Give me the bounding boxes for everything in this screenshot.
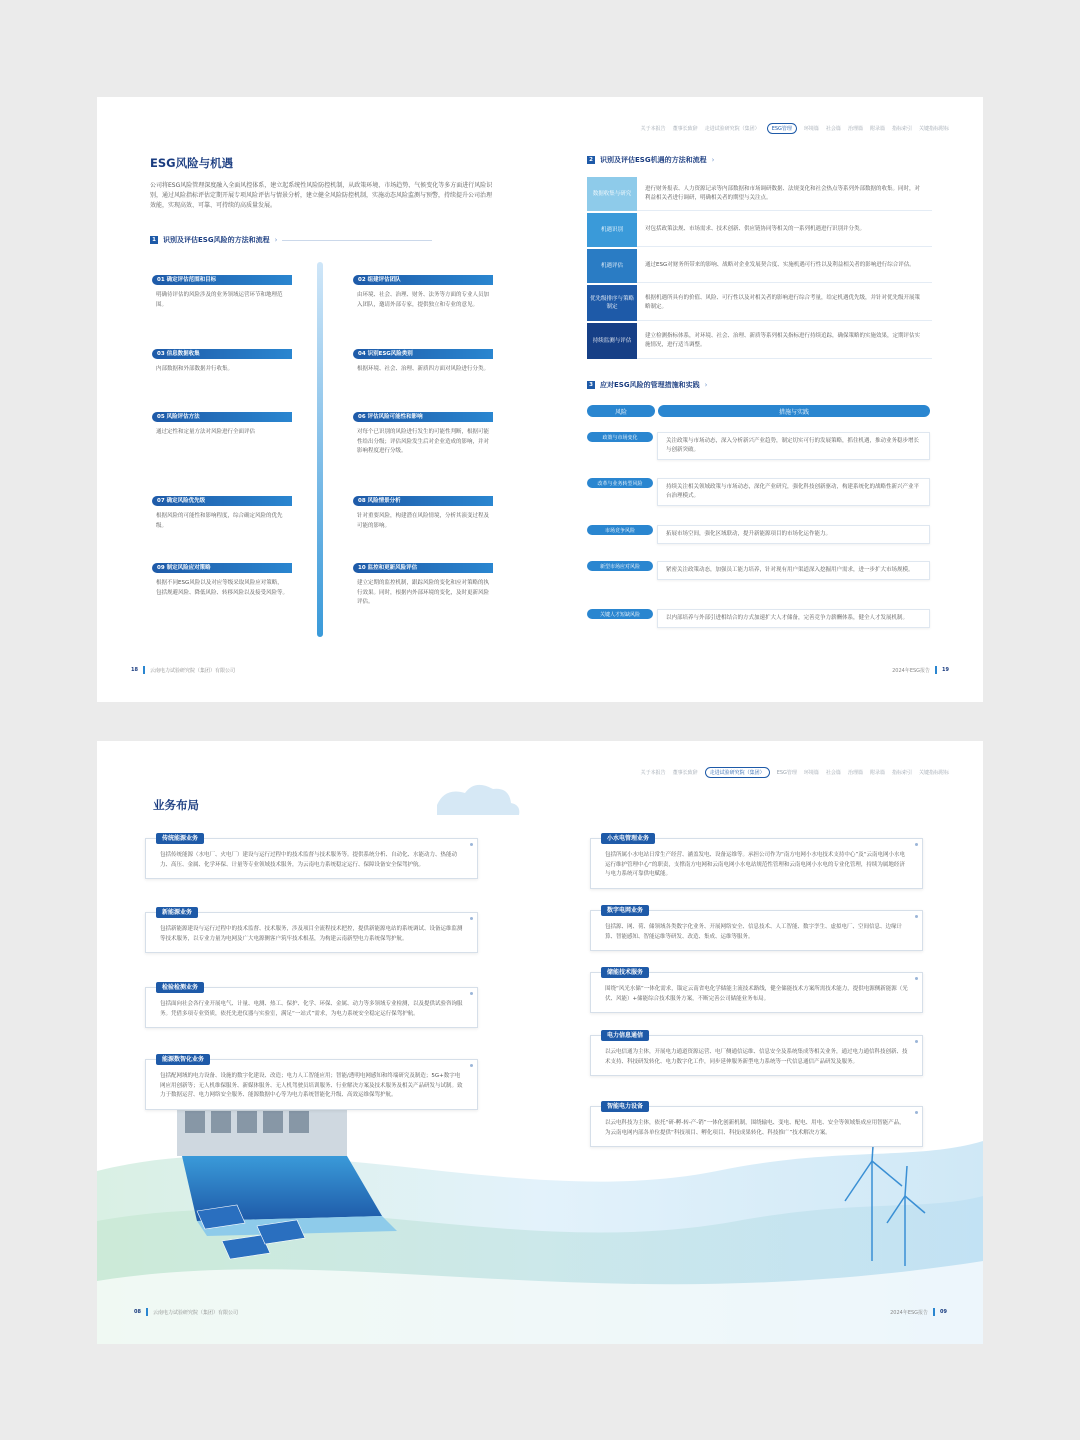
page-number: 08 [134, 1309, 141, 1315]
nav-item-active[interactable]: 走进试验研究院（集团） [705, 767, 770, 778]
business-text: 包括面向社会各行业开展电气、计量、电测、热工、保护、化学、环保、金属、动力等多领域专业检测，以及提供试验咨询服务。凭借多项专业资质，依托先进仪器与实验室，满足“一站式”需求，为电力系统安全稳定运行保驾护航。 [160, 1001, 463, 1017]
step-label: 08 风险情景分析 [353, 496, 493, 506]
section-number: 3 [587, 381, 595, 389]
timeline-step [152, 275, 292, 310]
risk-measure: 以内部培养与外部引进相结合的方式加速扩大人才储备，完善竞争力薪酬体系，健全人才发展机制。 [657, 609, 930, 628]
page-number: 09 [940, 1309, 947, 1315]
step-text: 内部数据和外部数据并行收集。 [156, 366, 234, 372]
risk-measure: 紧密关注政策动态，加强员工能力培养，针对现有用户渠道深入挖掘用户需求，进一步扩大市场规模。 [657, 561, 930, 580]
business-card [145, 984, 478, 1028]
business-text: 包括所属小水电站日常生产经营、涵盖发电、设备运维等。承担公司作为“南方电网小水电技术支持中心”及“云南电网小水电运行维护管理中心”的职责，支撑南方电网和云南电网小水电站规范性管理和云南电网小水电的专业化管理，持续为属地经济与电力系统可靠供电赋能。 [605, 852, 906, 877]
timeline-step [152, 496, 292, 531]
business-card [145, 909, 478, 953]
timeline-step [152, 412, 292, 438]
nav-item[interactable]: 关于本报告 [640, 126, 666, 132]
nav-item[interactable]: 附录篇 [869, 770, 885, 776]
opportunity-step [587, 177, 932, 211]
nav-item[interactable]: 关于本报告 [640, 770, 666, 776]
section-heading-1 [150, 235, 432, 245]
nav-item[interactable]: 董事长致辞 [672, 126, 698, 132]
step-text: 建立检测指标体系，对环境、社会、治理、新质等系列相关指标进行持续追踪，确保策略的实施效果，定期评估实施情况，进行适当调整。 [637, 323, 932, 359]
opportunity-step [587, 249, 932, 283]
divider [282, 240, 432, 241]
dot-icon [470, 917, 473, 920]
dot-icon [915, 977, 918, 980]
risk-measure: 拓展市场空间，强化区域联动，提升新能源项目的市场化运作能力。 [657, 525, 930, 544]
nav-item[interactable]: 环境篇 [803, 126, 819, 132]
timeline-step [353, 563, 493, 608]
divider [935, 666, 937, 674]
step-label: 02 组建评估团队 [353, 275, 493, 285]
step-label: 数据收集与研究 [587, 177, 637, 211]
timeline-step [353, 349, 493, 375]
business-text: 包括配网域的电力设备、设施的数字化建设、改造；电力人工智能应用；智能/透明电网感知和终端研究及制造；5G+数字电网应用创新等；无人机维保服务、新媒体服务、无人机驾驶员培训服务、行业解决方案及技术服务及相关产品研发与试制。致力于数据运营、电力网络安全服务、能源数据中心等为电力系统智能化升级、高效运维保驾护航。 [160, 1073, 463, 1098]
nav-item[interactable]: 社会篇 [825, 126, 841, 132]
step-text: 针对重要风险，构建潜在风险情境，分析其演变过程及可能的影响。 [357, 513, 490, 529]
intro-text: 公司将ESG风险管理深度融入全面风控体系，建立起系统性风险防控机制，从政策环境、市场趋势、气候变化等多方面进行风险识别，通过风险指标评估定期开展专项风险评估与情景分析，建立健全风险防控机制，实施动态风险监测与预警，持续提升公司治理效能，实现高效、可靠、可持续的高质量发展。 [150, 182, 493, 209]
risk-measure: 持续关注相关领域政策与市场动态，深化产业研究，强化科技创新驱动，构建系统化的战略性新兴产业平台治理模式。 [657, 478, 930, 506]
business-card [590, 1103, 923, 1147]
nav-item[interactable]: 董事长致辞 [672, 770, 698, 776]
business-tag: 智能电力设备 [601, 1101, 649, 1112]
page-title: 业务布局 [153, 798, 199, 812]
business-card [145, 835, 478, 879]
dot-icon [915, 915, 918, 918]
nav-item[interactable]: 走进试验研究院（集团） [704, 126, 760, 132]
step-label: 07 确定风险优先级 [152, 496, 292, 506]
business-tag: 检验检测业务 [156, 982, 204, 993]
step-label: 09 制定风险应对策略 [152, 563, 292, 573]
dot-icon [470, 843, 473, 846]
business-tag: 储能技术服务 [601, 967, 649, 978]
footer-org: 云南电力试验研究院（集团）有限公司 [149, 667, 235, 674]
page-number: 19 [942, 667, 949, 673]
footer-org: 云南电力试验研究院（集团）有限公司 [152, 1309, 238, 1316]
business-text: 包括源、网、荷、储领域各类数字化业务、开展网络安全、信息技术、人工智能、数字孪生、虚拟电厂、空间信息、边缘计算、智能感知、智能运维等研发、改造、集成、运维等服务。 [605, 924, 903, 940]
step-text: 根据机遇所具有的价值、风险、可行性以及对相关者的影响进行综合考量，给定机遇优先级，并针对优先级开展策略制定。 [637, 285, 932, 321]
timeline-spine [317, 262, 323, 637]
risk-measure: 关注政策与市场动态，深入分析新兴产业趋势，制定切实可行的发展策略，抓住机遇，推动业务稳步增长与创新突破。 [657, 432, 930, 460]
step-label: 10 监控和更新风险评估 [353, 563, 493, 573]
business-tag: 小水电管理业务 [601, 833, 655, 844]
step-label: 06 评估风险可能性和影响 [353, 412, 493, 422]
business-tag: 数字电网业务 [601, 905, 649, 916]
timeline-step [353, 412, 493, 457]
business-card [590, 969, 923, 1013]
step-label: 03 信息数据收集 [152, 349, 292, 359]
step-text: 进行财务报表、人力资源记录等内部数据和市场调研数据、法规变化和社会热点等系列外部数据的收集。同时，对利益相关者进行调研，明确相关者的期望与关注点。 [637, 177, 932, 211]
page-18 [97, 97, 540, 702]
risk-name: 新型市场应对风险 [587, 561, 653, 571]
nav-item[interactable]: 指标索引 [891, 770, 912, 776]
section-number: 1 [150, 236, 158, 244]
step-text: 通过ESG对财务所带来的影响、战略对企业发展契合度、实施机遇可行性以及利益相关者的影响进行综合评估。 [637, 249, 932, 283]
business-tag: 能源数智化业务 [156, 1054, 210, 1065]
dot-icon [915, 843, 918, 846]
spread-business-layout [97, 741, 983, 1344]
business-text: 以云电科技为主体，依托“研-孵-转-产-销”一体化创新机制，围绕输电、变电、配电、用电、安全等领域集成应用智能产品，为云南电网内部各单位提供“科技项目、孵化项目、科技成果转化、科技推广”技术解决方案。 [605, 1120, 905, 1136]
opportunity-step [587, 323, 932, 359]
section-heading-2 [587, 155, 714, 165]
nav-item[interactable]: 治理篇 [847, 126, 863, 132]
footer [131, 666, 235, 674]
timeline-step [152, 349, 292, 375]
section-title: 识别及评估ESG风险的方法和流程 [163, 236, 270, 244]
step-label: 04 识别ESG风险类别 [353, 349, 493, 359]
footer [890, 1308, 947, 1316]
step-text: 根据环境、社会、治理、新质四方面对风险进行分类。 [357, 366, 490, 372]
nav-item[interactable]: 社会篇 [825, 770, 841, 776]
business-card [590, 907, 923, 951]
step-text: 对每个已识别的风险进行发生的可能性判断，根据可能性给出分级；评估风险发生后对企业造成的影响，并对影响程度进行分级。 [357, 429, 490, 454]
risk-name: 改革与业务转型风险 [587, 478, 653, 488]
business-text: 包括新能源建设与运行过程中的技术监督、技术服务，涉及项目全流程技术把控，提供新能源电站的系统调试、设备运维监测等技术服务，以专业力量为电网及广大电源侧客户筑牢技术根基，为构建云南新型电力系统保驾护航。 [160, 926, 463, 942]
footer-report: 2024年ESG报告 [890, 1309, 929, 1316]
step-label: 05 风险评估方法 [152, 412, 292, 422]
section-title: 识别及评估ESG机遇的方法和流程 [600, 156, 707, 164]
page-number: 18 [131, 667, 138, 673]
section-heading-3 [587, 380, 707, 390]
timeline-step [353, 496, 493, 531]
risk-name: 市场竞争风险 [587, 525, 653, 535]
business-tag: 电力信息通信 [601, 1030, 649, 1041]
risk-name: 政策与市场变化 [587, 432, 653, 442]
step-text: 根据风险的可能性和影响程度，综合确定风险的优先级。 [156, 513, 283, 529]
step-label: 机遇识别 [587, 213, 637, 247]
nav-item[interactable]: 关键指标附标 [918, 126, 949, 132]
step-label: 优先级排序与策略制定 [587, 285, 637, 321]
page-19 [540, 97, 983, 702]
nav-item[interactable]: 关键指标附标 [918, 770, 949, 776]
dot-icon [915, 1111, 918, 1114]
nav-item[interactable]: 治理篇 [847, 770, 863, 776]
business-tag: 传统能源业务 [156, 833, 204, 844]
step-text: 对包括政策法规、市场需求、技术创新、供应链协同等相关的一系列机遇进行识别并分类。 [637, 213, 932, 247]
nav-item-active[interactable]: ESG管理 [767, 123, 797, 134]
table-header-risk: 风险 [587, 405, 655, 417]
business-text: 以云电信通为主体，开展电力通道资源运营、电厂侧通信运维、信息安全及系统集成等相关业务，通过电力通信科技创新、技术支持、科技研发转化、电力数字化工作，同步延伸服务新型电力系统等一代信息通信产品研发及服务。 [605, 1049, 908, 1065]
footer-report: 2024年ESG报告 [892, 667, 931, 674]
table-header-measures: 措施与实践 [658, 405, 930, 417]
divider [933, 1308, 935, 1316]
nav-item[interactable]: 环境篇 [803, 770, 819, 776]
page-09 [540, 741, 983, 1344]
chevron-right-icon: › [274, 236, 278, 244]
timeline-step [353, 275, 493, 310]
divider [146, 1308, 148, 1316]
dot-icon [915, 1040, 918, 1043]
page-title: ESG风险与机遇 [150, 156, 234, 170]
business-tag: 新能源业务 [156, 907, 198, 918]
step-text: 建立定期的监控机制，跟踪风险的变化和应对策略的执行效果。同时，根据内外部环境的变化，及时更新风险评估。 [357, 580, 490, 605]
chevron-right-icon: › [704, 381, 708, 389]
section-title: 应对ESG风险的管理措施和实践 [600, 381, 700, 389]
business-card [590, 835, 923, 889]
step-text: 通过定性和定量方法对风险进行全面评估 [156, 429, 256, 435]
step-text: 明确待评估的风险涉及的业务领域运营环节和地理范围。 [156, 292, 283, 308]
spread-esg-risk [97, 97, 983, 702]
risk-table-header [587, 405, 930, 417]
divider [143, 666, 145, 674]
risk-name: 关键人才短缺风险 [587, 609, 653, 619]
nav-item[interactable]: 指标索引 [891, 126, 912, 132]
timeline-step [152, 563, 292, 598]
page-08 [97, 741, 540, 1344]
opportunity-step [587, 285, 932, 321]
step-text: 由环境、社会、治理、财务、法务等方面的专业人员加入团队，邀请外部专家，提供独立和专业的意见。 [357, 292, 490, 308]
business-text: 围绕“风光水储”一体化需求，锚定云南省电化学储能主流技术路线，健全储能技术方案所需技术能力，提供电源侧新能源（光伏、风能）+储能综合技术服务方案，不断完善公司储能业务布局。 [605, 986, 908, 1002]
chevron-right-icon: › [711, 156, 715, 164]
nav-item[interactable]: 附录篇 [869, 126, 885, 132]
step-label: 持续监测与评估 [587, 323, 637, 359]
step-text: 根据不同ESG风险以及对应等级采取风险应对策略，包括规避风险、降低风险、转移风险以及接受风险等。 [156, 580, 289, 596]
footer [134, 1308, 238, 1316]
dot-icon [470, 1064, 473, 1067]
step-label: 机遇评估 [587, 249, 637, 283]
dot-icon [470, 992, 473, 995]
business-card [590, 1032, 923, 1076]
footer [892, 666, 949, 674]
step-label: 01 确定评估范围和目标 [152, 275, 292, 285]
opportunity-step [587, 213, 932, 247]
business-text: 包括传统能源（水电厂、火电厂）建设与运行过程中的技术监督与技术服务等。提供系统分析、自动化、水能动力、热能动力、高压、金属、化学环保、计量等专业领域技术服务，为云南电力系统稳定运行、保障设备安全保驾护航。 [160, 852, 458, 868]
section-number: 2 [587, 156, 595, 164]
nav-item[interactable]: ESG管理 [776, 770, 797, 776]
business-card [145, 1056, 478, 1110]
